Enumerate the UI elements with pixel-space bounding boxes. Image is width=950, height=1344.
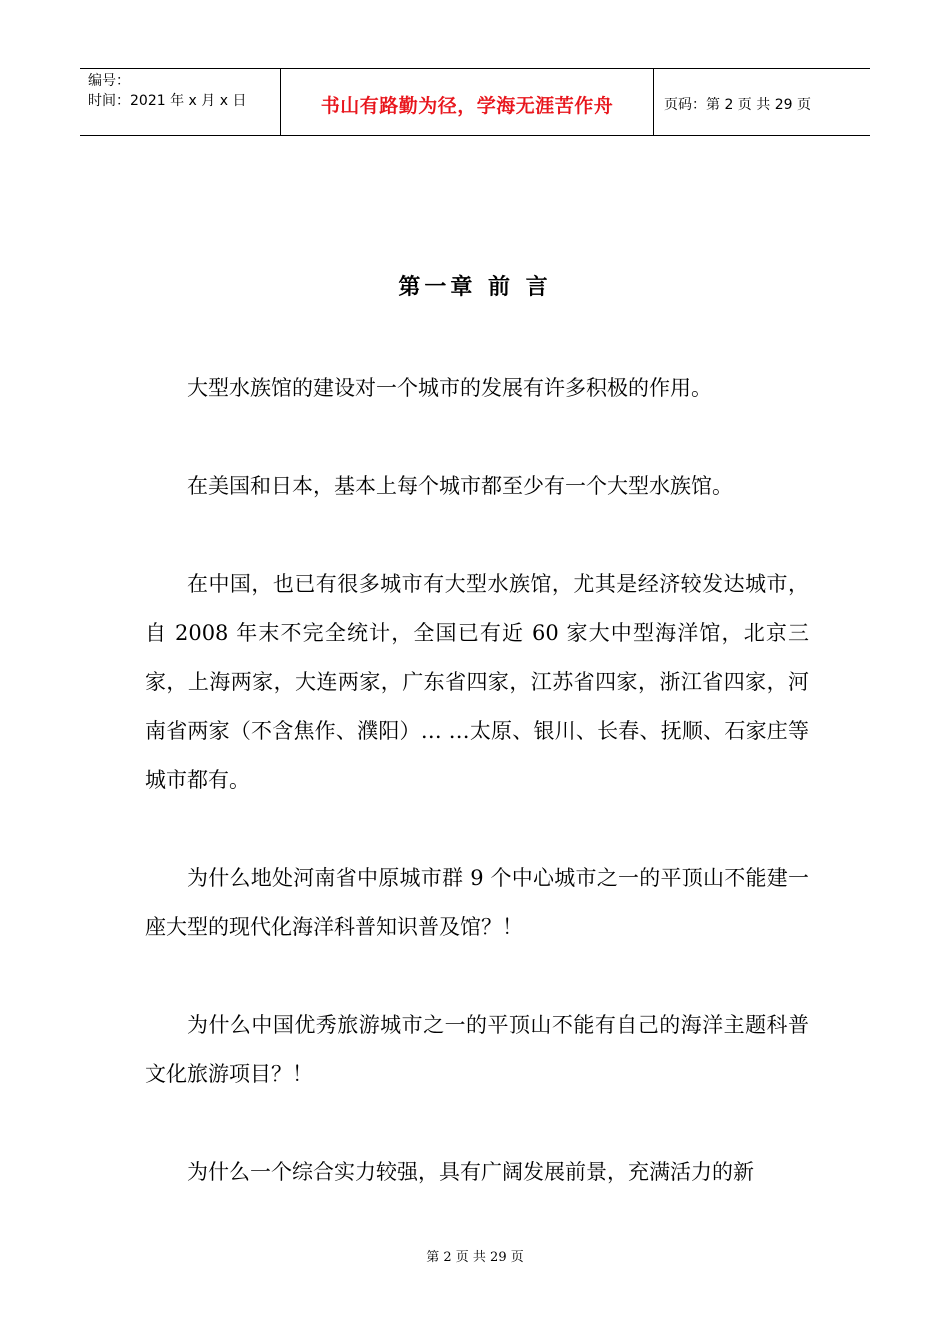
header-page-cell (654, 69, 870, 135)
body-paragraph: 大型水族馆的建设对一个城市的发展有许多积极的作用。 (187, 376, 712, 400)
body-paragraph: 在美国和日本，基本上每个城市都至少有一个大型水族馆。 (187, 474, 733, 498)
header-motto-cell (281, 69, 654, 135)
header-motto: 书山有路勤为径，学海无涯苦作舟 (320, 94, 614, 117)
page-footer: 第 2 页 共 29 页 (426, 1250, 524, 1265)
document-number-label: 编号： (88, 73, 130, 89)
document-header (80, 68, 870, 136)
body-paragraph: 为什么一个综合实力较强，具有广阔发展前景，充满活力的新 (187, 1160, 754, 1184)
header-meta-cell (80, 69, 281, 135)
document-body (145, 364, 809, 1246)
body-paragraph: 为什么中国优秀旅游城市之一的平顶山不能有自己的海洋主题科普文化旅游项目？！ (145, 1013, 809, 1086)
body-paragraph: 在中国，也已有很多城市有大型水族馆，尤其是经济较发达城市，自 2008 年末不完全统计，全国已有近 60 家大中型海洋馆，北京三家，上海两家，大连两家，广东省四家，江苏省四家，浙江省四家，河南省两家（不含焦作、濮阳）… …太原、银川、长春、抚顺、石家庄等城市都有。 (145, 572, 809, 792)
header-page-info: 页码：第 2 页 共 29 页 (664, 97, 811, 113)
body-paragraph: 为什么地处河南省中原城市群 9 个中心城市之一的平顶山不能建一座大型的现代化海洋科普知识普及馆？！ (145, 866, 809, 939)
document-time-label: 时间：2021 年 x 月 x 日 (88, 93, 247, 109)
chapter-title: 第一章 前 言 (398, 275, 552, 300)
